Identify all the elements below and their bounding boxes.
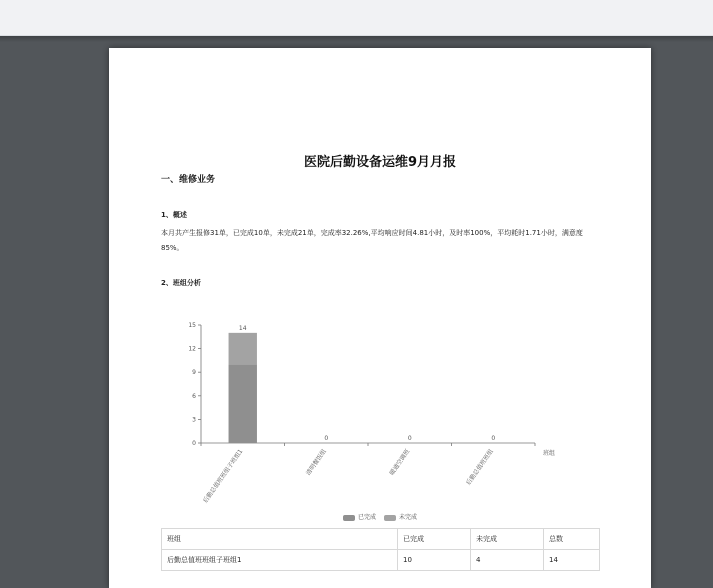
team-summary-table bbox=[161, 528, 600, 571]
table-header-row bbox=[162, 529, 600, 550]
bar-segment-completed bbox=[229, 364, 257, 443]
legend-label-uncompleted: 未完成 bbox=[398, 514, 417, 521]
y-tick-label: 3 bbox=[192, 416, 196, 424]
table-row bbox=[162, 550, 600, 571]
y-tick-label: 15 bbox=[188, 322, 196, 329]
section-heading-maintenance: 一、维修业务 bbox=[161, 175, 216, 185]
table-header-uncompleted: 未完成 bbox=[471, 529, 544, 550]
table-cell-completed: 10 bbox=[398, 550, 471, 571]
chart-legend bbox=[109, 512, 651, 521]
bar-total-label: 14 bbox=[238, 324, 247, 332]
y-tick-label: 0 bbox=[192, 440, 196, 447]
viewer-toolbar bbox=[0, 0, 713, 36]
x-axis-label: 班组 bbox=[543, 450, 556, 457]
legend-label-completed: 已完成 bbox=[358, 514, 377, 521]
bar-total-label: 0 bbox=[407, 435, 412, 442]
y-tick-label: 12 bbox=[188, 345, 196, 353]
y-tick-label: 9 bbox=[192, 369, 196, 377]
overview-paragraph: 本月共产生报修31单，已完成10单，未完成21单，完成率32.26%,平均响应时间4.81小时，及时率100%，平均耗时1.71小时，满意度85%。 bbox=[161, 229, 583, 252]
report-title: 医院后勤设备运维9月月报 bbox=[303, 155, 457, 170]
legend-swatch-uncompleted bbox=[384, 515, 396, 521]
y-tick-label: 6 bbox=[192, 392, 196, 400]
team-stacked-bar-chart bbox=[161, 308, 601, 528]
table-cell-team: 后勤总值班班组子班组1 bbox=[162, 550, 398, 571]
table-cell-total: 14 bbox=[544, 550, 600, 571]
table-header-completed: 已完成 bbox=[398, 529, 471, 550]
toolbar-shadow bbox=[0, 36, 713, 42]
table-header-team: 班组 bbox=[162, 529, 398, 550]
x-tick-label: 清明餐饭组 bbox=[304, 448, 328, 477]
bar-segment-uncompleted bbox=[229, 333, 257, 364]
subheading-team-analysis: 2、班组分析 bbox=[161, 279, 201, 287]
x-tick-label: 暖通空调班 bbox=[388, 448, 412, 477]
legend-item-completed[interactable] bbox=[343, 512, 376, 521]
report-page bbox=[109, 48, 651, 588]
table-header-total: 总数 bbox=[544, 529, 600, 550]
legend-item-uncompleted[interactable] bbox=[384, 512, 417, 521]
bar-total-label: 0 bbox=[491, 435, 496, 442]
subheading-overview: 1、概述 bbox=[161, 211, 187, 219]
x-tick-label: 后勤总值班班组 bbox=[465, 448, 495, 487]
bar-total-label: 0 bbox=[324, 435, 329, 442]
legend-swatch-completed bbox=[343, 515, 355, 521]
x-tick-label: 后勤总值班班组子班组1 bbox=[202, 448, 245, 505]
table-cell-uncompleted: 4 bbox=[471, 550, 544, 571]
